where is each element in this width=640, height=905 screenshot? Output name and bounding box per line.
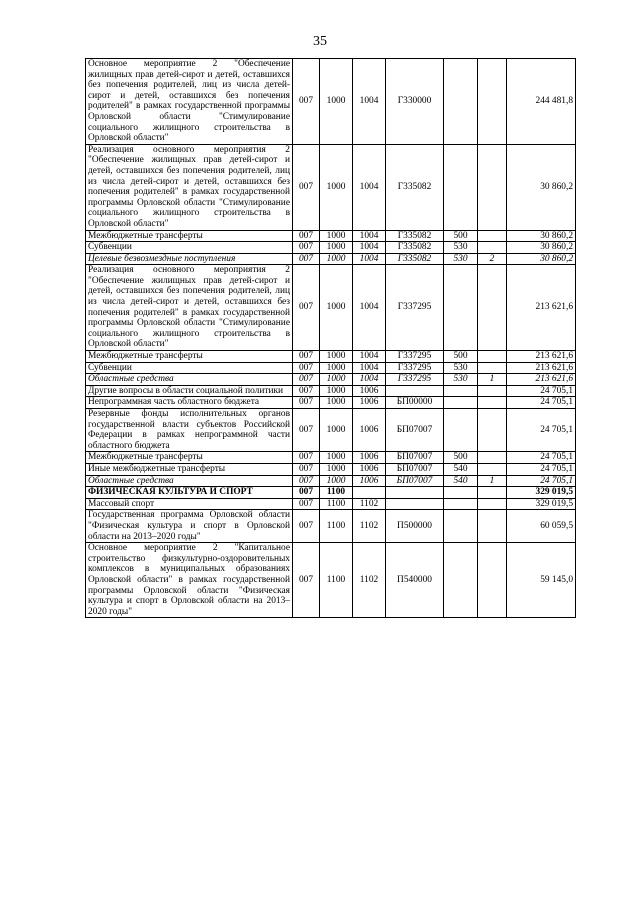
row-name-cell: Основное мероприятие 2 "Капитальное строительство физкультурно-оздоровительных комплексов в муниципальных образованиях Орловской области" в рамках государственной программы Орловской области "Физическая культура и спорт в Орловской области на 2013–2020 годы": [86, 543, 293, 618]
row-target-article-cell: Г337295: [386, 351, 444, 363]
row-expense-type-cell: [444, 543, 478, 618]
row-razdel-cell: 1000: [320, 362, 353, 374]
row-target-article-cell: БП07007: [386, 463, 444, 475]
row-expense-type-cell: [444, 409, 478, 452]
row-razdel-cell: 1000: [320, 242, 353, 254]
row-target-article-cell: Г335082: [386, 144, 444, 230]
row-expense-type-cell: 540: [444, 475, 478, 487]
table-row: [86, 498, 576, 510]
table-row: [86, 397, 576, 409]
row-expense-type-cell: [444, 397, 478, 409]
row-expense-type-cell: [444, 385, 478, 397]
row-razdel-cell: 1000: [320, 351, 353, 363]
row-grbs-cell: 007: [293, 452, 320, 464]
row-podrazdel-cell: 1006: [353, 385, 386, 397]
row-grbs-cell: 007: [293, 144, 320, 230]
row-podrazdel-cell: 1102: [353, 510, 386, 543]
row-expense-type-cell: 540: [444, 463, 478, 475]
table-row: [86, 463, 576, 475]
table-row: [86, 265, 576, 351]
row-target-article-cell: БП07007: [386, 409, 444, 452]
row-target-article-cell: Г337295: [386, 265, 444, 351]
row-grbs-cell: 007: [293, 409, 320, 452]
table-row: [86, 242, 576, 254]
row-razdel-cell: 1000: [320, 475, 353, 487]
row-name-cell: Межбюджетные трансферты: [86, 452, 293, 464]
row-grbs-cell: 007: [293, 510, 320, 543]
row-grbs-cell: 007: [293, 374, 320, 386]
row-sum-cell: 24 705,1: [507, 385, 576, 397]
row-podrazdel-cell: 1006: [353, 397, 386, 409]
row-grbs-cell: 007: [293, 242, 320, 254]
row-grbs-cell: 007: [293, 351, 320, 363]
budget-table: [85, 58, 576, 618]
row-sum-cell: 213 621,6: [507, 362, 576, 374]
row-sum-cell: 329 019,5: [507, 498, 576, 510]
row-podrazdel-cell: 1004: [353, 362, 386, 374]
row-target-article-cell: [386, 487, 444, 499]
table-row: [86, 59, 576, 145]
row-name-cell: Резервные фонды исполнительных органов государственной власти субъектов Российской Федерации в рамках непрограммной части областного бюджета: [86, 409, 293, 452]
row-expense-type-cell: 500: [444, 452, 478, 464]
row-razdel-cell: 1000: [320, 253, 353, 265]
row-podrazdel-cell: 1004: [353, 265, 386, 351]
table-row: [86, 351, 576, 363]
row-podrazdel-cell: 1004: [353, 59, 386, 145]
table-row: [86, 385, 576, 397]
page-number: 35: [313, 34, 327, 49]
table-row: [86, 374, 576, 386]
row-sum-cell: 59 145,0: [507, 543, 576, 618]
row-podrazdel-cell: 1006: [353, 452, 386, 464]
row-grbs-cell: 007: [293, 543, 320, 618]
row-expense-type-cell: 530: [444, 253, 478, 265]
row-name-cell: Межбюджетные трансферты: [86, 230, 293, 242]
row-kd-cell: [478, 144, 507, 230]
row-kd-cell: [478, 543, 507, 618]
row-target-article-cell: Г337295: [386, 362, 444, 374]
row-sum-cell: 244 481,8: [507, 59, 576, 145]
row-kd-cell: [478, 510, 507, 543]
row-target-article-cell: Г330000: [386, 59, 444, 145]
row-expense-type-cell: [444, 487, 478, 499]
row-sum-cell: 24 705,1: [507, 409, 576, 452]
row-podrazdel-cell: 1004: [353, 374, 386, 386]
row-razdel-cell: 1100: [320, 487, 353, 499]
table-row: [86, 253, 576, 265]
row-target-article-cell: [386, 498, 444, 510]
row-kd-cell: [478, 265, 507, 351]
table-row: [86, 543, 576, 618]
row-sum-cell: 329 019,5: [507, 487, 576, 499]
row-sum-cell: 213 621,6: [507, 374, 576, 386]
row-expense-type-cell: [444, 144, 478, 230]
row-kd-cell: [478, 487, 507, 499]
row-podrazdel-cell: 1006: [353, 475, 386, 487]
table-row: [86, 487, 576, 499]
row-podrazdel-cell: 1004: [353, 351, 386, 363]
row-kd-cell: [478, 59, 507, 145]
row-name-cell: Областные средства: [86, 475, 293, 487]
row-razdel-cell: 1000: [320, 59, 353, 145]
row-kd-cell: [478, 385, 507, 397]
row-podrazdel-cell: 1004: [353, 144, 386, 230]
row-kd-cell: 1: [478, 374, 507, 386]
row-target-article-cell: Г335082: [386, 230, 444, 242]
row-sum-cell: 213 621,6: [507, 265, 576, 351]
row-sum-cell: 24 705,1: [507, 452, 576, 464]
row-name-cell: Субвенции: [86, 242, 293, 254]
table-row: [86, 452, 576, 464]
row-name-cell: Межбюджетные трансферты: [86, 351, 293, 363]
row-name-cell: Областные средства: [86, 374, 293, 386]
row-target-article-cell: [386, 385, 444, 397]
row-podrazdel-cell: [353, 487, 386, 499]
row-kd-cell: [478, 362, 507, 374]
row-expense-type-cell: 500: [444, 230, 478, 242]
row-razdel-cell: 1100: [320, 498, 353, 510]
row-sum-cell: 60 059,5: [507, 510, 576, 543]
row-podrazdel-cell: 1004: [353, 230, 386, 242]
row-grbs-cell: 007: [293, 230, 320, 242]
row-expense-type-cell: [444, 510, 478, 543]
row-name-cell: Государственная программа Орловской области "Физическая культура и спорт в Орловской области на 2013–2020 годы": [86, 510, 293, 543]
row-grbs-cell: 007: [293, 475, 320, 487]
row-grbs-cell: 007: [293, 265, 320, 351]
table-row: [86, 362, 576, 374]
row-razdel-cell: 1000: [320, 230, 353, 242]
table-body: [86, 59, 576, 618]
row-razdel-cell: 1000: [320, 463, 353, 475]
row-kd-cell: [478, 463, 507, 475]
table-row: [86, 510, 576, 543]
row-name-cell: Целевые безвозмездные поступления: [86, 253, 293, 265]
row-sum-cell: 30 860,2: [507, 230, 576, 242]
row-podrazdel-cell: 1006: [353, 463, 386, 475]
row-kd-cell: [478, 242, 507, 254]
row-kd-cell: [478, 452, 507, 464]
row-grbs-cell: 007: [293, 59, 320, 145]
row-grbs-cell: 007: [293, 487, 320, 499]
row-name-cell: Субвенции: [86, 362, 293, 374]
row-expense-type-cell: 530: [444, 362, 478, 374]
row-sum-cell: 24 705,1: [507, 475, 576, 487]
row-kd-cell: [478, 397, 507, 409]
row-target-article-cell: Г335082: [386, 253, 444, 265]
table-row: [86, 230, 576, 242]
row-kd-cell: 2: [478, 253, 507, 265]
row-razdel-cell: 1100: [320, 510, 353, 543]
table-row: [86, 144, 576, 230]
row-podrazdel-cell: 1004: [353, 242, 386, 254]
row-kd-cell: 1: [478, 475, 507, 487]
row-kd-cell: [478, 230, 507, 242]
row-expense-type-cell: 530: [444, 242, 478, 254]
row-sum-cell: 30 860,2: [507, 242, 576, 254]
row-grbs-cell: 007: [293, 362, 320, 374]
row-razdel-cell: 1000: [320, 144, 353, 230]
row-target-article-cell: БП00000: [386, 397, 444, 409]
row-name-cell: Реализация основного мероприятия 2 "Обеспечение жилищных прав детей-сирот и детей, оставшихся без попечения родителей, лиц из числа детей-сирот и детей, оставшихся без попечения родителей" в рамках государственной программы Орловской области "Стимулирование социального жилищного строительства в Орловской области": [86, 265, 293, 351]
row-podrazdel-cell: 1004: [353, 253, 386, 265]
row-expense-type-cell: 500: [444, 351, 478, 363]
row-kd-cell: [478, 409, 507, 452]
row-name-cell: ФИЗИЧЕСКАЯ КУЛЬТУРА И СПОРТ: [86, 487, 293, 499]
row-sum-cell: 24 705,1: [507, 463, 576, 475]
row-podrazdel-cell: 1102: [353, 543, 386, 618]
row-target-article-cell: Г337295: [386, 374, 444, 386]
row-razdel-cell: 1000: [320, 452, 353, 464]
row-grbs-cell: 007: [293, 397, 320, 409]
row-grbs-cell: 007: [293, 385, 320, 397]
table-row: [86, 475, 576, 487]
row-name-cell: Другие вопросы в области социальной политики: [86, 385, 293, 397]
row-expense-type-cell: [444, 59, 478, 145]
row-target-article-cell: Г335082: [386, 242, 444, 254]
row-podrazdel-cell: 1102: [353, 498, 386, 510]
row-razdel-cell: 1000: [320, 374, 353, 386]
row-podrazdel-cell: 1006: [353, 409, 386, 452]
row-target-article-cell: БП07007: [386, 475, 444, 487]
row-target-article-cell: БП07007: [386, 452, 444, 464]
row-expense-type-cell: [444, 498, 478, 510]
row-target-article-cell: П500000: [386, 510, 444, 543]
row-kd-cell: [478, 351, 507, 363]
row-sum-cell: 30 860,2: [507, 253, 576, 265]
row-sum-cell: 213 621,6: [507, 351, 576, 363]
row-name-cell: Массовый спорт: [86, 498, 293, 510]
row-sum-cell: 30 860,2: [507, 144, 576, 230]
row-expense-type-cell: [444, 265, 478, 351]
row-razdel-cell: 1000: [320, 409, 353, 452]
row-razdel-cell: 1100: [320, 543, 353, 618]
row-kd-cell: [478, 498, 507, 510]
row-name-cell: Реализация основного мероприятия 2 "Обеспечение жилищных прав детей-сирот и детей, оставшихся без попечения родителей, лиц из числа детей-сирот и детей, оставшихся без попечения родителей" в рамках государственной программы Орловской области "Стимулирование социального жилищного строительства в Орловской области": [86, 144, 293, 230]
row-name-cell: Иные межбюджетные трансферты: [86, 463, 293, 475]
row-grbs-cell: 007: [293, 253, 320, 265]
row-razdel-cell: 1000: [320, 385, 353, 397]
row-target-article-cell: П540000: [386, 543, 444, 618]
table-row: [86, 409, 576, 452]
row-grbs-cell: 007: [293, 463, 320, 475]
row-razdel-cell: 1000: [320, 397, 353, 409]
row-expense-type-cell: 530: [444, 374, 478, 386]
row-name-cell: Непрограммная часть областного бюджета: [86, 397, 293, 409]
row-grbs-cell: 007: [293, 498, 320, 510]
row-sum-cell: 24 705,1: [507, 397, 576, 409]
row-razdel-cell: 1000: [320, 265, 353, 351]
row-name-cell: Основное мероприятие 2 "Обеспечение жилищных прав детей-сирот и детей, оставшихся без попечения родителей, лиц из числа детей-сирот и детей, оставшихся без попечения родителей" в рамках государственной программы Орловской области "Стимулирование социального жилищного строительства в Орловской области": [86, 59, 293, 145]
